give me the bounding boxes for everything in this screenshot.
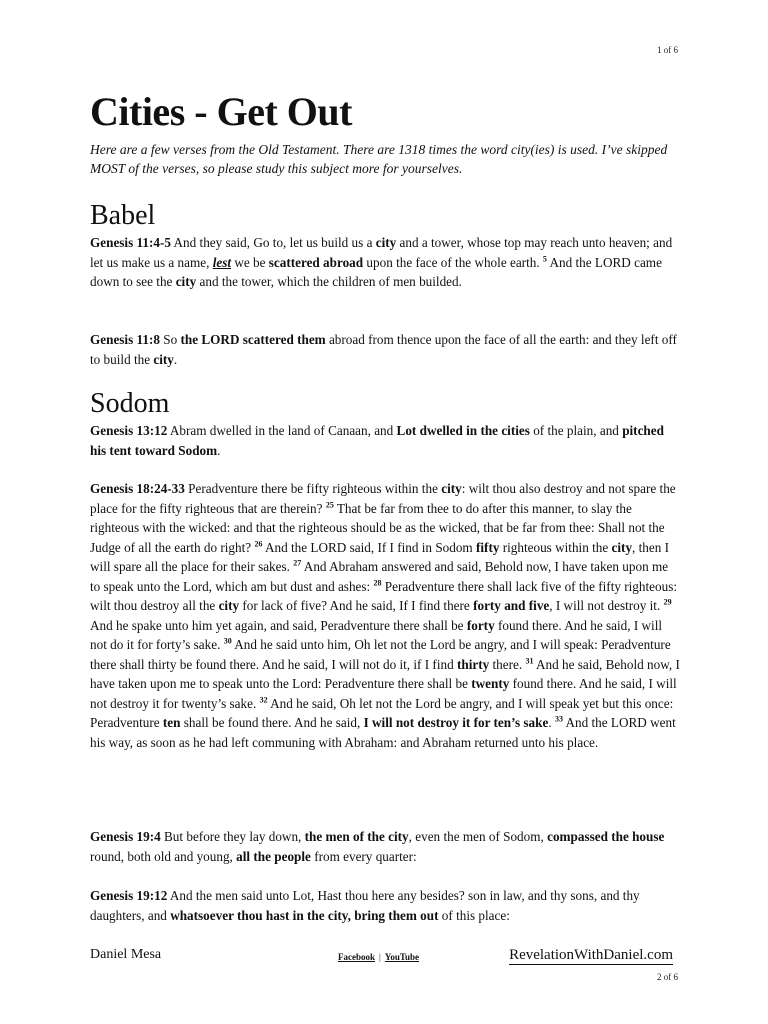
emphasis-text: city <box>611 539 633 555</box>
verse-text: from every quarter: <box>310 848 417 864</box>
verse-number: 26 <box>254 539 263 549</box>
emphasis-text: compassed the house <box>547 829 665 844</box>
verse-number: 31 <box>525 656 534 666</box>
verse-paragraph-genesis-18-24 <box>90 479 680 752</box>
emphasis-text: city <box>175 274 197 289</box>
emphasis-text: city <box>441 481 462 496</box>
section-heading-babel: Babel <box>90 200 156 231</box>
verse-reference: Genesis 11:4-5 <box>90 235 171 250</box>
verse-text: , even the men of Sodom, <box>408 829 548 844</box>
verse-text: That be far from thee to do after this manner, to slay the righteous with the wicked: and that the righteous should be as the wicked, that be far from thee: Shall not the Judge of all the earth do right? <box>90 500 665 555</box>
verse-text: And Abraham answered and said, Behold now, I have taken upon me to speak unto the Lord, which am but dust and ashes: <box>90 559 669 594</box>
verse-text: abroad from thence upon the face of all the earth: and they left off to build the <box>90 332 677 367</box>
page-indicator-top: 1 of 6 <box>657 45 678 55</box>
verse-number: 32 <box>259 695 268 705</box>
verse-text: of the plain, and <box>529 423 623 438</box>
emphasis-text: city <box>218 598 240 613</box>
emphasis-text: all the people <box>236 848 311 864</box>
page-title: Cities - Get Out <box>90 89 352 134</box>
verse-text: Peradventure there be fifty righteous within the <box>184 481 442 496</box>
verse-number: 25 <box>325 500 334 510</box>
emphasis-text: the LORD scattered them <box>180 332 326 347</box>
emphasis-text: pitched his tent toward Sodom <box>90 423 664 458</box>
verse-reference: Genesis 11:8 <box>90 332 160 347</box>
verse-number: 30 <box>223 636 232 646</box>
verse-text: : wilt thou also destroy and not spare the place for the fifty righteous that are therein? <box>90 481 676 516</box>
emphasis-text: ten <box>162 715 181 730</box>
verse-text: And he said unto him, Oh let not the Lord be angry, and I will speak: Peradventure there shall thirty be found there. And he said, I will not do it, if I find <box>90 637 671 672</box>
verse-text: for lack of five? And he said, If I find there <box>239 598 474 613</box>
verse-reference: Genesis 19:12 <box>90 888 168 903</box>
emphasis-text: I will not destroy it for ten’s sake <box>363 715 549 730</box>
verse-text: . <box>217 442 221 458</box>
verse-reference: Genesis 18:24-33 <box>90 481 185 496</box>
verse-text: found there. And he said, I will not destroy it for twenty’s sake. <box>90 676 677 711</box>
verse-number: 29 <box>663 597 672 607</box>
verse-text: round, both old and young, <box>90 848 237 864</box>
verse-text: And he spake unto him yet again, and said, Peradventure there shall be <box>90 617 467 633</box>
youtube-link[interactable]: YouTube <box>384 952 420 962</box>
verse-text: of this place: <box>438 907 510 923</box>
verse-text: upon the face of the whole earth. <box>363 254 543 270</box>
verse-text: And the LORD went his way, as soon as he had left communing with Abraham: and Abraham returned unto his place. <box>90 715 676 750</box>
emphasis-text: city <box>375 235 397 250</box>
verse-text: But before they lay down, <box>160 829 305 844</box>
verse-paragraph-genesis-13-12 <box>90 421 680 460</box>
emphasis-text: fifty <box>476 539 500 555</box>
verse-text: Peradventure there shall lack five of the fifty righteous: wilt thou destroy all the <box>90 578 677 613</box>
footer-author: Daniel Mesa <box>90 947 162 962</box>
section-heading-sodom: Sodom <box>90 388 170 419</box>
verse-text: And they said, Go to, let us build us a <box>170 235 376 250</box>
verse-text: righteous within the <box>499 539 612 555</box>
emphasis-text: twenty <box>471 676 510 691</box>
verse-text: And he said, Oh let not the Lord be angry, and I will speak yet but this once: Peradventure <box>90 695 674 730</box>
footer-website-link[interactable]: RevelationWithDaniel.com <box>509 947 673 963</box>
verse-number: 5 <box>542 254 547 264</box>
verse-number: 33 <box>554 714 563 724</box>
verse-text: And the LORD said, If I find in Sodom <box>262 539 476 555</box>
emphasis-text: forty and five <box>473 598 550 613</box>
verse-text: , I will not destroy it. <box>549 598 664 613</box>
intro-paragraph: Here are a few verses from the Old Testament. There are 1318 times the word city(ies) is used. I’ve skipped MOST of the verses, so please study this subject more for yourselves. <box>90 142 668 176</box>
verse-text: , then I will spare all the place for their sakes. <box>90 539 670 574</box>
emphasis-text: scattered abroad <box>268 254 364 270</box>
emphasis-text: thirty <box>456 656 490 672</box>
verse-text: And the LORD came down to see the <box>90 254 662 289</box>
verse-text: And he said, Behold now, I have taken upon me to speak unto the Lord: Peradventure there shall be <box>90 656 680 691</box>
verse-text: and the tower, which the children of men builded. <box>196 274 462 289</box>
verse-text: and a tower, whose top may reach unto heaven; and let us make us a name, <box>90 235 673 270</box>
emphasis-text: whatsoever thou hast in the city, bring them out <box>170 907 439 923</box>
verse-text: found there. And he said, I will not do it for forty’s sake. <box>90 617 663 652</box>
page-indicator-bottom: 2 of 6 <box>657 972 678 982</box>
footer-social-links <box>338 952 419 962</box>
verse-reference: Genesis 13:12 <box>90 423 168 438</box>
verse-number: 27 <box>293 558 302 568</box>
verse-text: shall be found there. And he said, <box>180 715 364 730</box>
verse-text: And the men said unto Lot, Hast thou here any besides? son in law, and thy sons, and thy daughters, and <box>90 888 640 923</box>
verse-paragraph-genesis-19-4 <box>90 827 680 866</box>
verse-paragraph-genesis-11-8 <box>90 330 680 369</box>
emphasis-text: lest <box>212 254 232 270</box>
emphasis-text: city <box>153 351 174 367</box>
verse-paragraph-genesis-19-12 <box>90 886 680 925</box>
link-separator: | <box>379 952 381 962</box>
verse-text: there. <box>489 656 526 672</box>
verse-paragraph-genesis-11-4 <box>90 233 680 292</box>
verse-text: . <box>548 715 555 730</box>
emphasis-text: forty <box>466 617 495 633</box>
facebook-link[interactable]: Facebook <box>338 952 375 962</box>
verse-text: So <box>159 332 181 347</box>
verse-number: 28 <box>373 578 382 588</box>
verse-text: . <box>173 351 178 367</box>
verse-text: we be <box>231 254 269 270</box>
emphasis-text: the men of the city <box>304 829 409 844</box>
verse-reference: Genesis 19:4 <box>90 829 161 844</box>
verse-text: Abram dwelled in the land of Canaan, and <box>167 423 397 438</box>
emphasis-text: Lot dwelled in the cities <box>396 423 530 438</box>
